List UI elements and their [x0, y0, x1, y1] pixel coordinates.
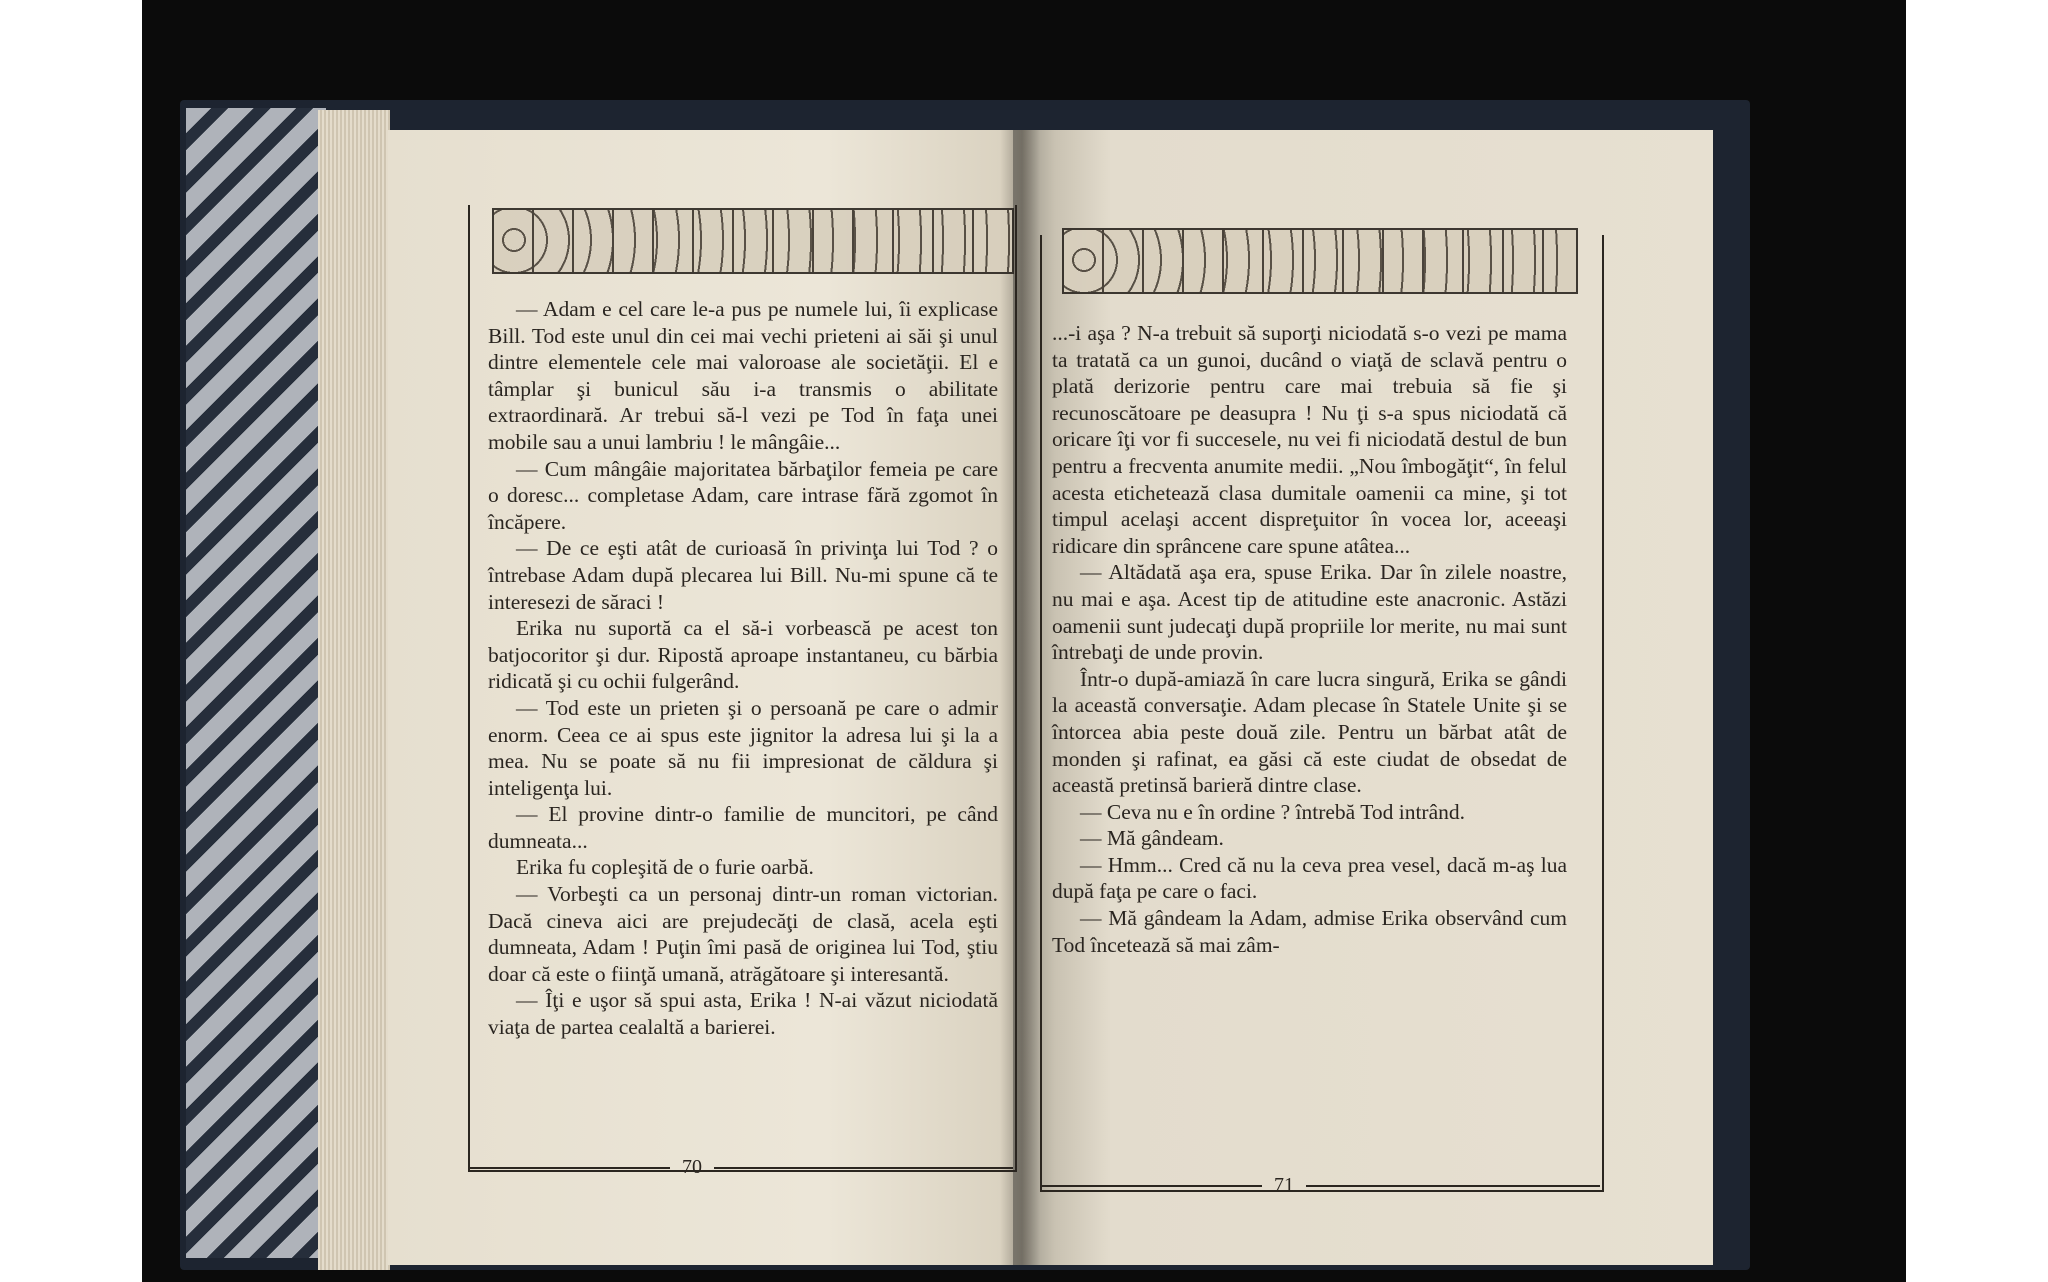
paragraph: — Mă gândeam la Adam, admise Erika observând cum Tod încetează să mai zâm-	[1052, 906, 1567, 957]
paragraph: — Cum mângâie majoritatea bărbaţilor femeia pe care o doresc... completase Adam, care intrase fără zgomot în încăpere.	[488, 456, 998, 534]
footer-rule	[1042, 1185, 1262, 1187]
paragraph: Într-o după-amiază în care lucra singură, Erika se gândi la această conversaţie. Adam plecase în Statele Unite şi se întorcea abia peste două zile. Pentru un bărbat atât de monden şi rafinat, ea găsi că este ciudat de obsedat de această pretinsă barieră dintre clase.	[1052, 666, 1567, 798]
paragraph: — Ceva nu e în ordine ? întrebă Tod intrând.	[1080, 799, 1465, 824]
paragraph: — Altădată aşa era, spuse Erika. Dar în zilele noastre, nu mai e aşa. Acest tip de atitudine este anacronic. Astăzi oamenii sunt judecaţi după propriile lor merite, nu mai sunt întrebaţi de unde provin.	[1052, 560, 1567, 665]
paragraph: Erika nu suportă ca el să-i vorbească pe acest ton batjocoritor şi dur. Ripostă aproape instantaneu, cu bărbia ridicată şi cu ochii fulgerând.	[488, 616, 998, 694]
paragraph: — Vorbeşti ca un personaj dintr-un roman victorian. Dacă cineva aici are prejudecăţi de clasă, acela eşti dumneata, Adam ! Puţin îmi pasă de originea lui Tod, ştiu doar că este o fiinţă umană, atrăgătoare şi interesantă.	[488, 882, 998, 986]
right-page-text	[1052, 320, 1567, 958]
left-page-text	[488, 296, 998, 1041]
paragraph: Erika fu copleşită de o furie oarbă.	[516, 855, 814, 880]
footer-rule	[1306, 1185, 1600, 1187]
footer-rule	[714, 1167, 1013, 1169]
left-header-ornament	[492, 208, 1014, 274]
paragraph: — Îţi e uşor să spui asta, Erika ! N-ai văzut niciodată viaţa de partea cealaltă a barierei.	[488, 988, 998, 1040]
right-page-footer	[1042, 1174, 1600, 1197]
page-number: 70	[682, 1156, 702, 1178]
page-edges	[318, 110, 390, 1270]
paragraph: — Adam e cel care le-a pus pe numele lui, îi explicase Bill. Tod este unul din cei mai vechi prieteni ai săi şi unul dintre elementele cele mai valoroase ale societăţii. El e tâmplar şi bunicul său i-a transmis o abilitate extraordinară. Ar trebui să-l vezi pe Tod în faţa unei mobile sau a unui lambriu ! le mângâie...	[488, 297, 998, 454]
right-header-ornament	[1062, 228, 1578, 294]
paragraph: — De ce eşti atât de curioasă în privinţa lui Tod ? o întrebase Adam după plecarea lui Bill. Nu-mi spune că te interesezi de săraci !	[488, 536, 998, 614]
paragraph: — El provine dintr-o familie de muncitori, pe când dumneata...	[488, 802, 998, 853]
paragraph: ...-i aşa ? N-a trebuit să suporţi niciodată s-o vezi pe mama ta tratată ca un gunoi, ducând o viaţă de sclavă pentru o plată derizorie pentru care mai trebuia să fie şi recunoscătoare pe deasupra ! Nu ţi s-a spus niciodată că oricare îţi vor fi succesele, nu vei fi niciodată destul de bun pentru a frecventa anumite medii. „Nou îmbogăţit“, în felul acesta etichetează clasa dumitale oamenii ca mine, şi tot timpul acelaşi accent dispreţuitor în vocea lor, aceeaşi ridicare din sprâncene care spune atâtea...	[1052, 321, 1567, 558]
paragraph: — Mă gândeam.	[1080, 826, 1224, 851]
page-number: 71	[1274, 1174, 1294, 1196]
paragraph: — Tod este un prieten şi o persoană pe care o admir enorm. Ceea ce ai spus este jignitor la adresa lui şi la a mea. Nu se poate să nu fii impresionat de căldura şi inteligenţa lui.	[488, 695, 998, 800]
footer-rule	[470, 1167, 670, 1169]
cover-pattern	[186, 108, 326, 1258]
left-page-footer	[470, 1156, 1013, 1179]
paragraph: — Hmm... Cred că nu la ceva prea vesel, dacă m-aş lua după faţa pe care o faci.	[1052, 852, 1567, 904]
